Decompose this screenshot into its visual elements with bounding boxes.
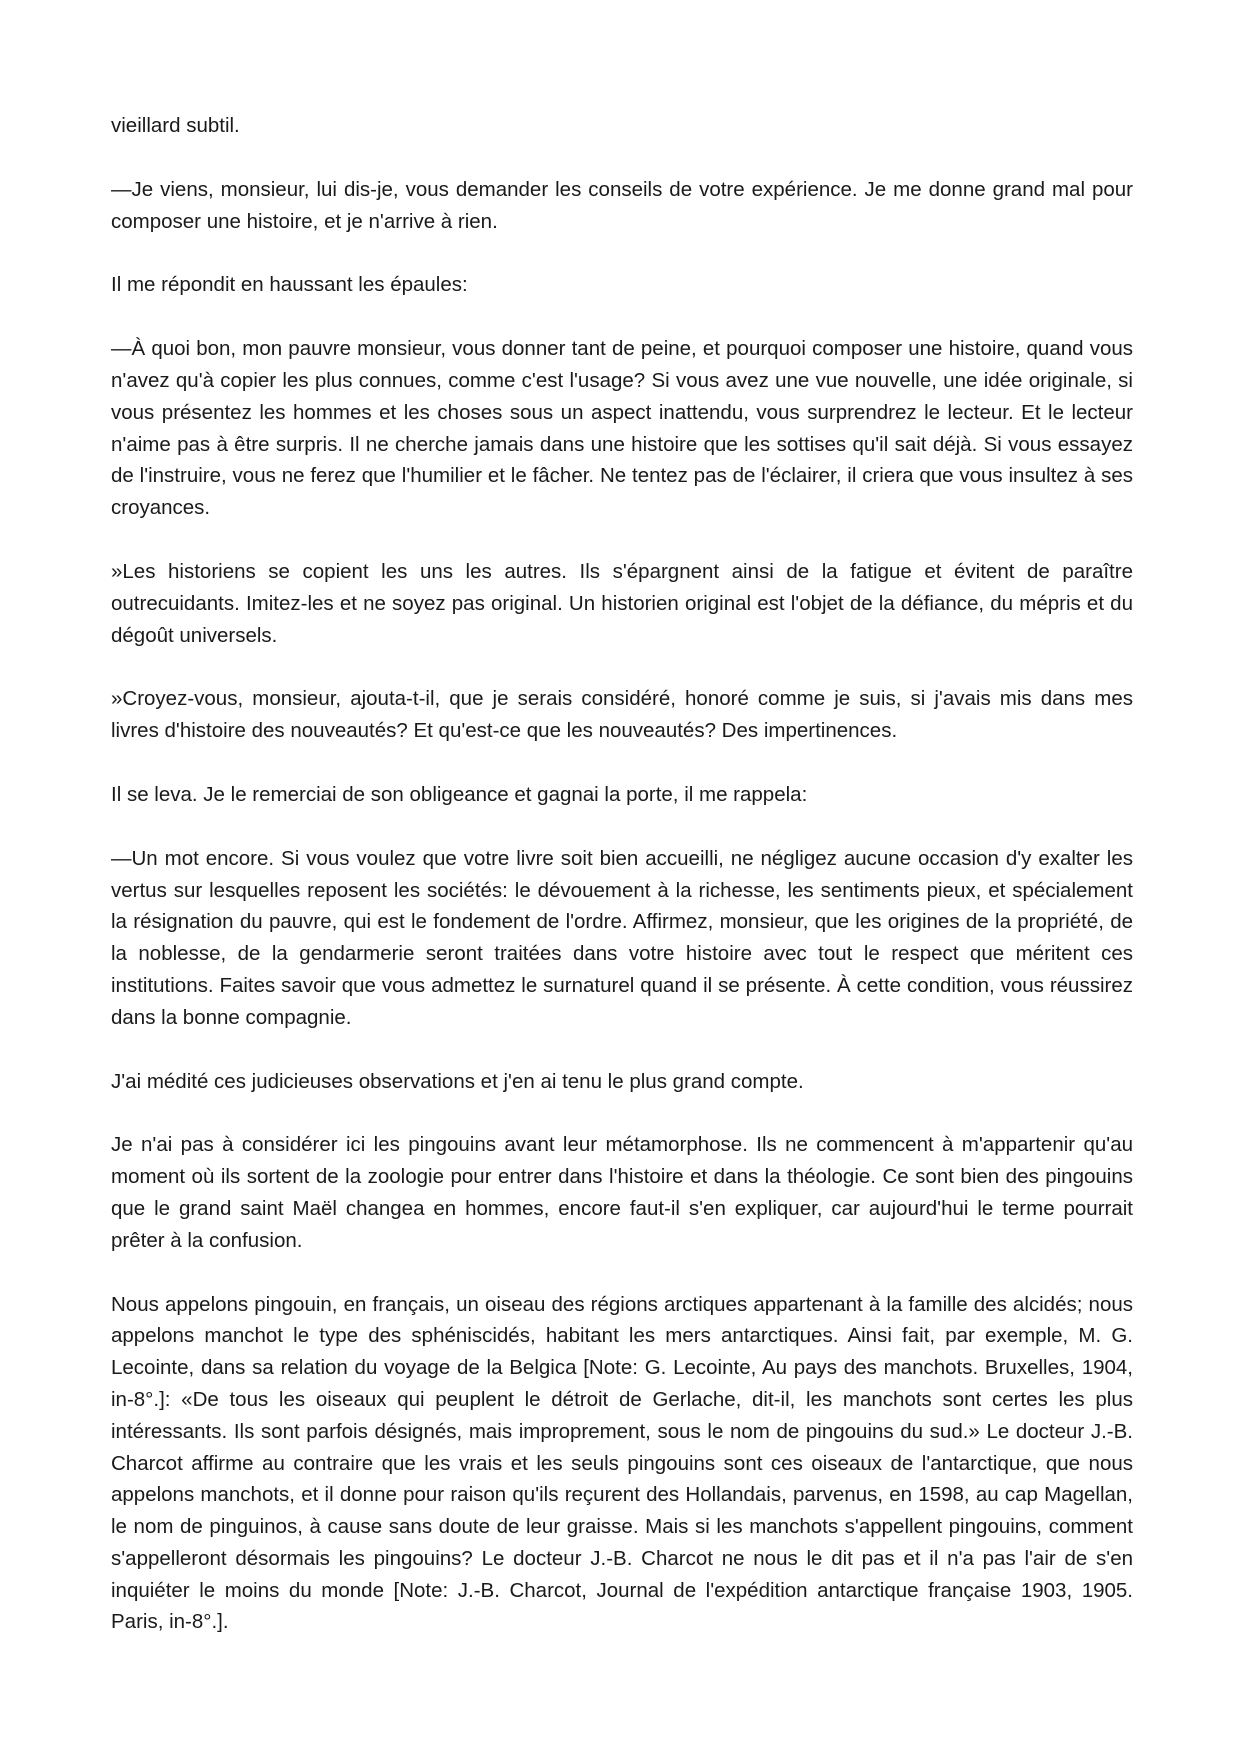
document-page — [111, 110, 1133, 1638]
paragraph: Il me répondit en haussant les épaules: — [111, 273, 468, 297]
paragraph: —À quoi bon, mon pauvre monsieur, vous donner tant de peine, et pourquoi composer une histoire, quand vous n'avez qu'à copier les plus connues, comme c'est l'usage? Si vous avez une vue nouvelle, une idée originale, si vous présentez les hommes et les choses sous un aspect inattendu, vous surprendrez le lecteur. Et le lecteur n'aime pas à être surpris. Il ne cherche jamais dans une histoire que les sottises qu'il sait déjà. Si vous essayez de l'instruire, vous ne ferez que l'humilier et le fâcher. Ne tentez pas de l'éclairer, il criera que vous insultez à ses croyances. — [111, 337, 1133, 520]
paragraph: vieillard subtil. — [111, 114, 240, 137]
paragraph: Je n'ai pas à considérer ici les pingouins avant leur métamorphose. Ils ne commencent à m'appartenir qu'au moment où ils sortent de la zoologie pour entrer dans l'histoire et dans la théologie. Ce sont bien des pingouins que le grand saint Maël changea en hommes, encore faut-il s'en expliquer, car aujourd'hui le terme pourrait prêter à la confusion. — [111, 1133, 1133, 1252]
paragraph: J'ai médité ces judicieuses observations et j'en ai tenu le plus grand compte. — [111, 1069, 804, 1093]
paragraph: —Je viens, monsieur, lui dis-je, vous demander les conseils de votre expérience. Je me donne grand mal pour composer une histoire, et je n'arrive à rien. — [111, 177, 1133, 233]
paragraph: Il se leva. Je le remerciai de son obligeance et gagnai la porte, il me rappela: — [111, 782, 808, 806]
paragraph: »Les historiens se copient les uns les autres. Ils s'épargnent ainsi de la fatigue et évitent de paraître outrecuidants. Imitez-les et ne soyez pas original. Un historien original est l'objet de la défiance, du mépris et du dégoût universels. — [111, 559, 1133, 647]
paragraph: »Croyez-vous, monsieur, ajouta-t-il, que je serais considéré, honoré comme je suis, si j'avais mis dans mes livres d'histoire des nouveautés? Et qu'est-ce que les nouveautés? Des impertinences. — [111, 687, 1133, 743]
paragraph: —Un mot encore. Si vous voulez que votre livre soit bien accueilli, ne négligez aucune occasion d'y exalter les vertus sur lesquelles reposent les sociétés: le dévouement à la richesse, les sentiments pieux, et spécialement la résignation du pauvre, qui est le fondement de l'ordre. Affirmez, monsieur, que les origines de la propriété, de la noblesse, de la gendarmerie seront traitées dans votre histoire avec tout le respect que méritent ces institutions. Faites savoir que vous admettez le surnaturel quand il se présente. À cette condition, vous réussirez dans la bonne compagnie. — [111, 846, 1133, 1029]
paragraph: Nous appelons pingouin, en français, un oiseau des régions arctiques appartenant à la famille des alcidés; nous appelons manchot le type des sphéniscidés, habitant les mers antarctiques. Ainsi fait, par exemple, M. G. Lecointe, dans sa relation du voyage de la Belgica [Note: G. Lecointe, Au pays des manchots. Bruxelles, 1904, in-8°.]: «De tous les oiseaux qui peuplent le détroit de Gerlache, dit-il, les manchots sont certes les plus intéressants. Ils sont parfois désignés, mais improprement, sous le nom de pingouins du sud.» Le docteur J.-B. Charcot affirme au contraire que les vrais et les seuls pingouins sont ces oiseaux de l'antarctique, que nous appelons manchots, et il donne pour raison qu'ils reçurent des Hollandais, parvenus, en 1598, au cap Magellan, le nom de pinguinos, à cause sans doute de leur graisse. Mais si les manchots s'appellent pingouins, comment s'appelleront désormais les pingouins? Le docteur J.-B. Charcot ne nous le dit pas et il n'a pas l'air de s'en inquiéter le moins du monde [Note: J.-B. Charcot, Journal de l'expédition antarctique française 1903, 1905. Paris, in-8°.]. — [111, 1292, 1133, 1634]
